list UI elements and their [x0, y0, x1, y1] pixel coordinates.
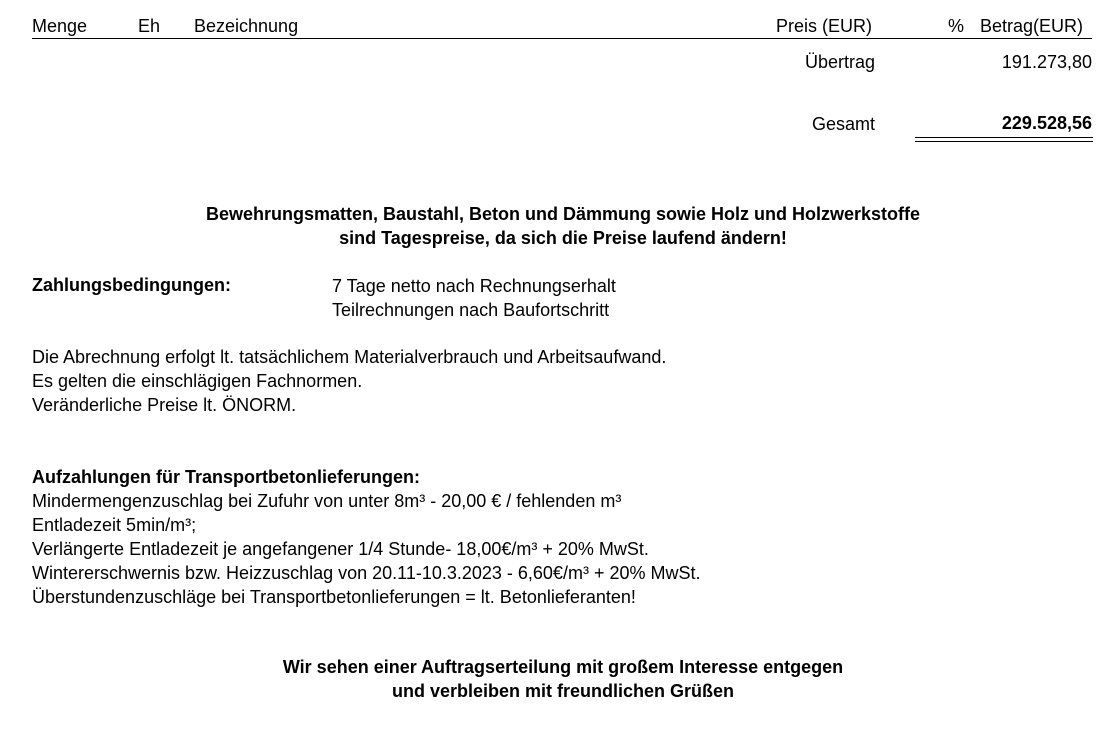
- closing-line-1: Wir sehen einer Auftragserteilung mit großem Interesse entgegen: [282, 657, 844, 677]
- surcharge-line-4: Wintererschwernis bzw. Heizzuschlag von 20.11-10.3.2023 - 6,60€/m³ + 20% MwSt.: [32, 563, 701, 583]
- billing-note-line-3: Veränderliche Preise lt. ÖNORM.: [32, 395, 297, 415]
- billing-note-line-1: Die Abrechnung erfolgt lt. tatsächlichem Materialverbrauch und Arbeitsaufwand.: [32, 347, 667, 367]
- column-header-percent: %: [948, 16, 965, 36]
- gesamt-label: Gesamt: [811, 114, 875, 134]
- payment-terms-values: [332, 274, 616, 322]
- surcharge-line-2: Entladezeit 5min/m³;: [32, 515, 197, 535]
- column-header-eh: Eh: [138, 16, 161, 36]
- surcharge-line-5: Überstundenzuschläge bei Transportbetonlieferungen = lt. Betonlieferanten!: [32, 587, 636, 607]
- closing-text: [0, 655, 1106, 703]
- column-header-bezeichnung: Bezeichnung: [194, 16, 299, 36]
- surcharge-line-1: Mindermengenzuschlag bei Zufuhr von unter 8m³ - 20,00 € / fehlenden m³: [32, 491, 622, 511]
- payment-terms-line-1: 7 Tage netto nach Rechnungserhalt: [332, 276, 616, 296]
- closing-line-2: und verbleiben mit freundlichen Grüßen: [391, 681, 735, 701]
- price-notice: [0, 202, 1106, 250]
- uebertrag-label: Übertrag: [804, 52, 875, 72]
- header-rule: [32, 38, 1092, 39]
- column-header-menge: Menge: [32, 16, 88, 36]
- uebertrag-value: 191.273,80: [1001, 52, 1092, 72]
- gesamt-double-rule: [915, 137, 1093, 142]
- surcharges-section: [32, 465, 700, 609]
- surcharges-title: Aufzahlungen für Transportbetonlieferungen:: [32, 467, 420, 487]
- column-header-preis: Preis (EUR): [776, 16, 873, 36]
- surcharge-line-3: Verlängerte Entladezeit je angefangener 1/4 Stunde- 18,00€/m³ + 20% MwSt.: [32, 539, 649, 559]
- billing-notes: [32, 345, 666, 417]
- billing-note-line-2: Es gelten die einschlägigen Fachnormen.: [32, 371, 363, 391]
- gesamt-value: 229.528,56: [1001, 113, 1092, 133]
- payment-terms-label: Zahlungsbedingungen:: [32, 275, 231, 295]
- column-header-betrag: Betrag(EUR): [980, 16, 1084, 36]
- price-notice-line-2: sind Tagespreise, da sich die Preise laufend ändern!: [339, 228, 787, 248]
- payment-terms-line-2: Teilrechnungen nach Baufortschritt: [332, 300, 610, 320]
- price-notice-line-1: Bewehrungsmatten, Baustahl, Beton und Dämmung sowie Holz und Holzwerkstoffe: [205, 204, 921, 224]
